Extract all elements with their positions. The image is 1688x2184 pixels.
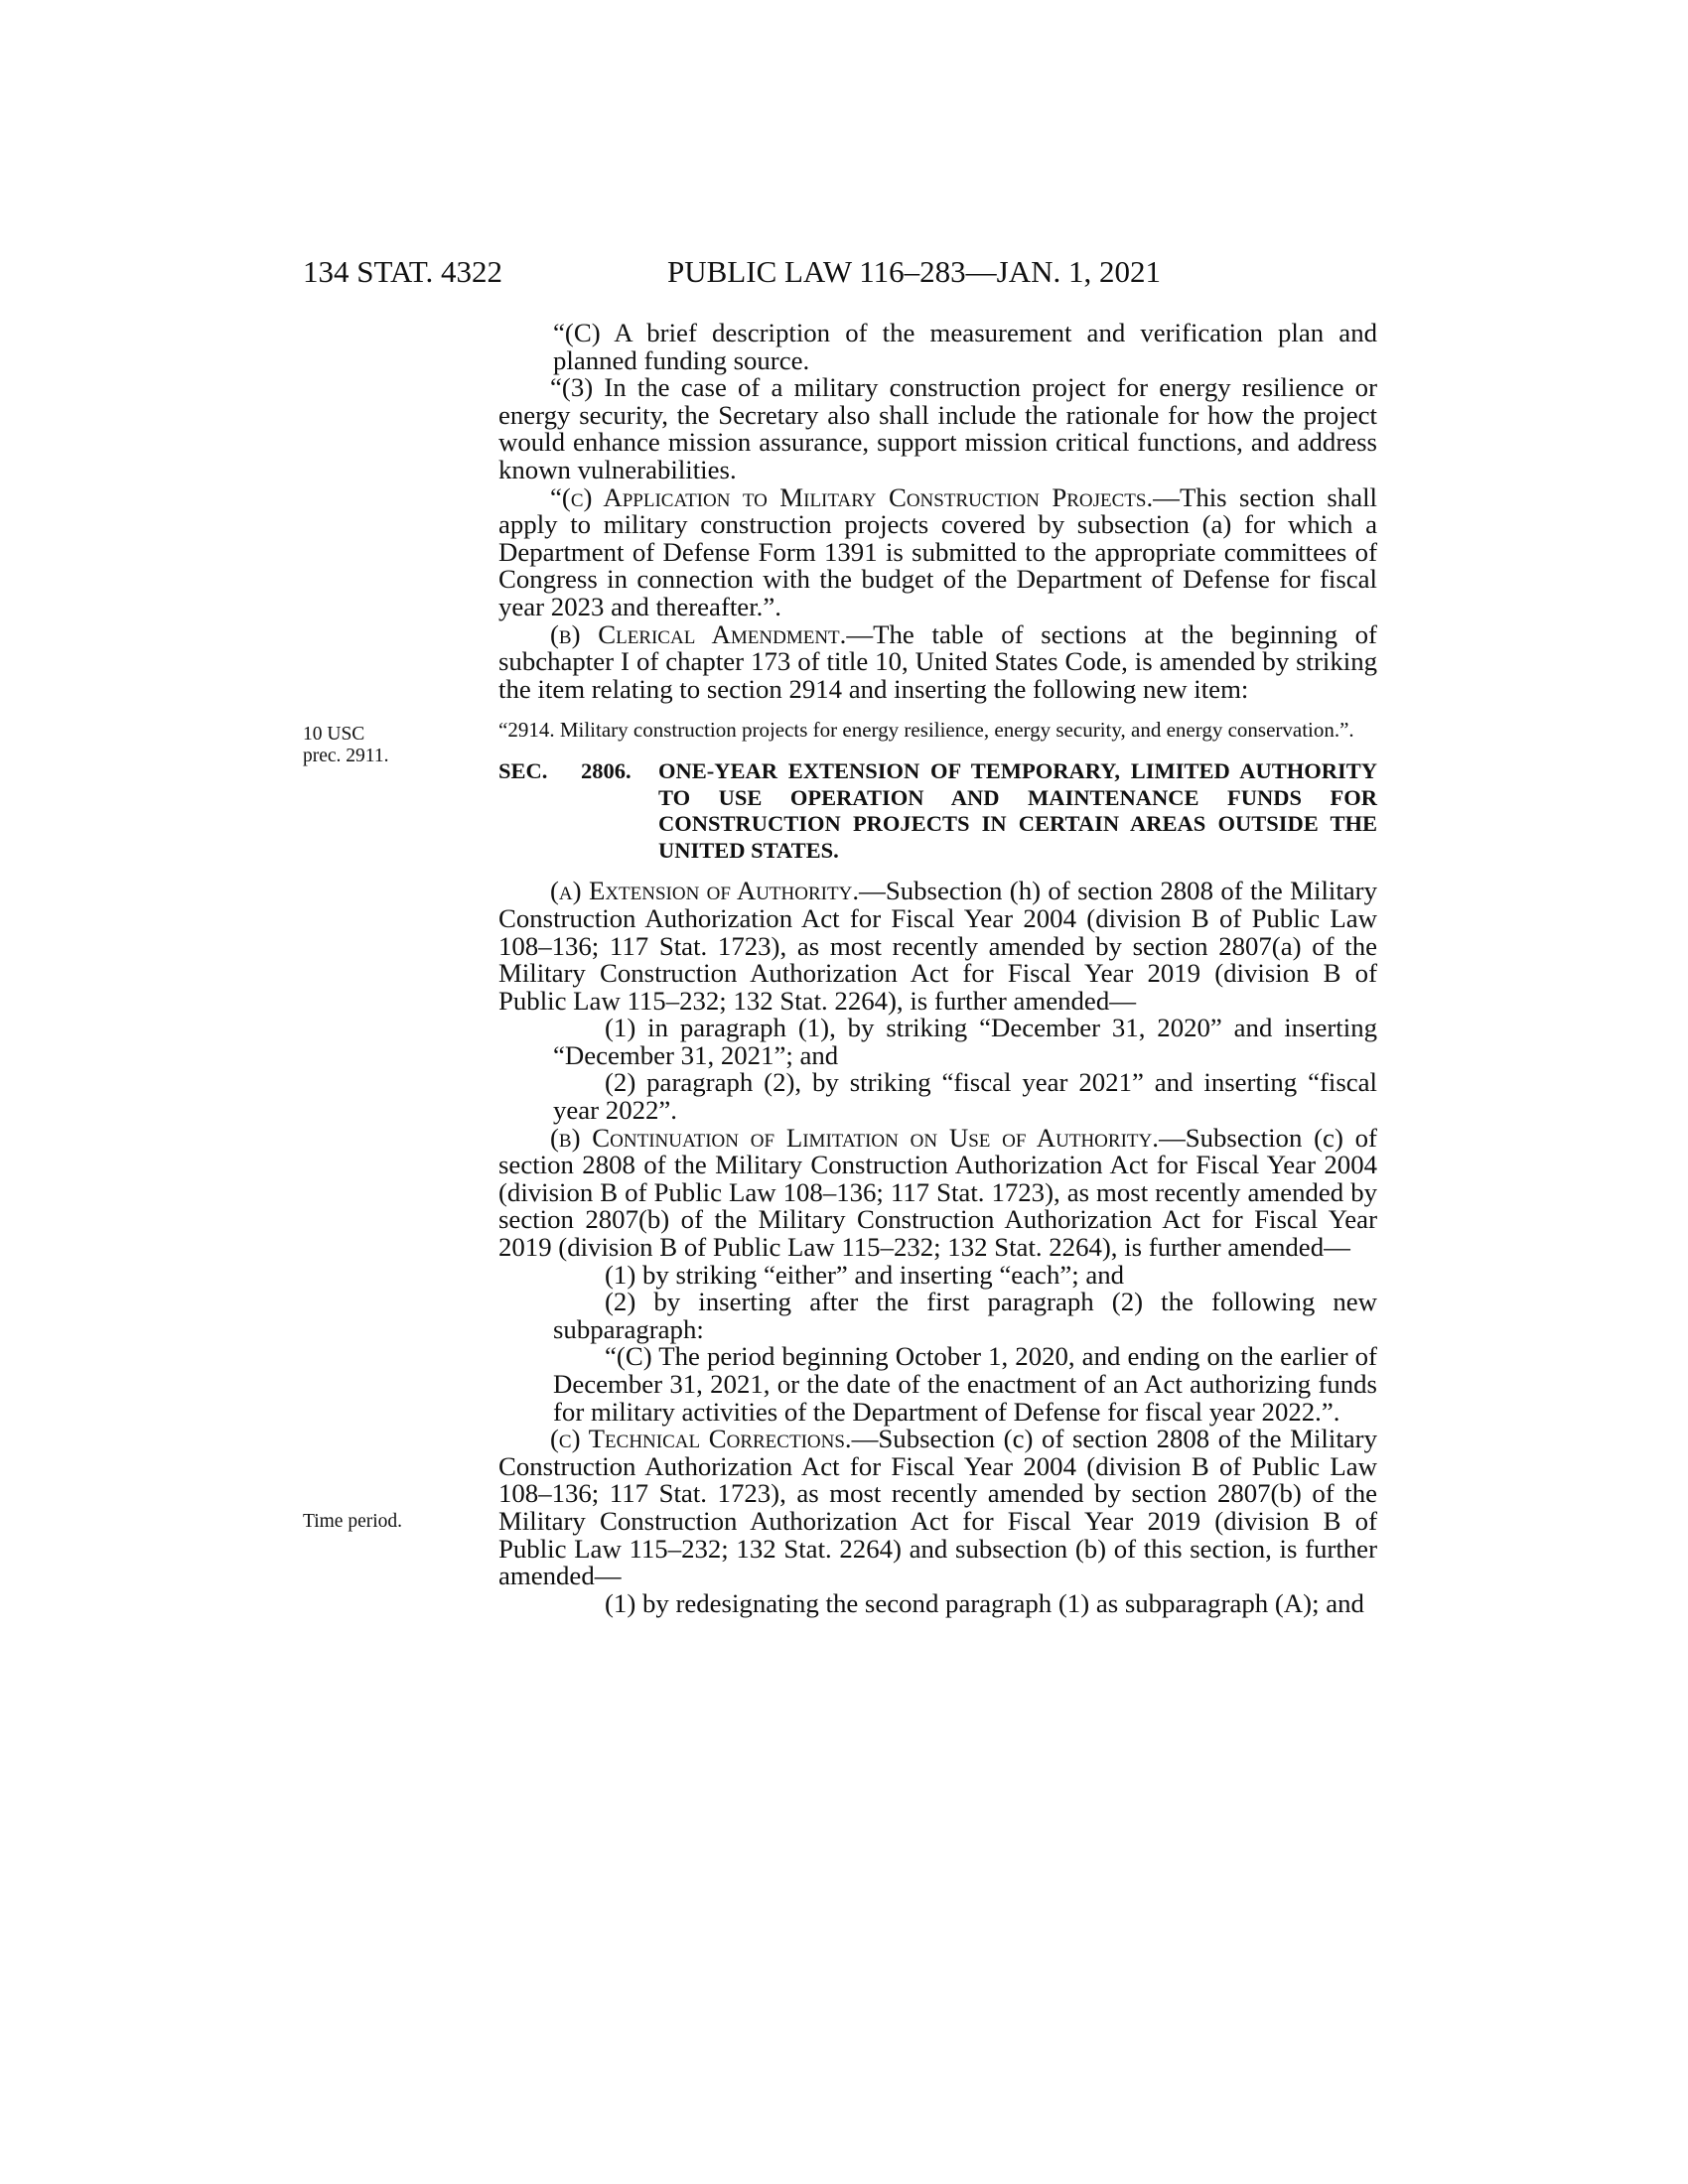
paragraph-text: —This section shall apply to military construction projects covered by subsection (a) for which a Department of Defense Form 1391 is submitted to the appropriate committees of Congress in connection with the budget of the Department of Defense for fiscal year 2023 and thereafter.”. <box>498 481 1377 621</box>
subsection-heading: (c) Technical Corrections. <box>550 1424 852 1454</box>
paragraph-text: —Subsection (c) of section 2808 of the Military Construction Authorization Act for Fiscal Year 2004 (division B of Public Law 108–136; 117 Stat. 1723), as most recently amended by section 2807(b) of the Military Construction Authorization Act for Fiscal Year 2019 (division B of Public Law 115–232; 132 Stat. 2264) and subsection (b) of this section, is further amended— <box>498 1424 1377 1591</box>
paragraph-b2 <box>498 1289 1377 1343</box>
subsection-heading: “(c) Application to Military Construction Projects. <box>550 481 1154 512</box>
subsection-c-technical <box>498 1426 1377 1590</box>
subsection-b-clerical <box>498 618 1377 704</box>
public-law-title: PUBLIC LAW 116–283—JAN. 1, 2021 <box>667 254 1161 289</box>
paragraph-text: “(C) A brief description of the measurement and verification plan and planned funding source. <box>553 318 1377 375</box>
paragraph-text: (2) paragraph (2), by striking “fiscal year 2021” and inserting “fiscal year 2022”. <box>553 1067 1377 1126</box>
paragraph-text: (1) by redesignating the second paragraph (1) as subparagraph (A); and <box>605 1587 1364 1618</box>
margin-note-time-period <box>303 1511 402 1533</box>
paragraph-a1 <box>498 1015 1377 1069</box>
subsection-heading: (b) Clerical Amendment. <box>550 618 847 649</box>
paragraph-text: “(C) The period beginning October 1, 2020, and ending on the earlier of December 31, 2021, or the date of the enactment of an Act authorizing funds for military activities of the Department of Defense for fiscal year 2022.”. <box>553 1341 1377 1427</box>
paragraph-text: “(3) In the case of a military construction project for energy resilience or energy security, the Secretary also shall include the rationale for how the project would enhance mission assurance, support mission critical functions, and address known vulnerabilities. <box>498 372 1377 484</box>
subsection-heading: (a) Extension of Authority. <box>550 876 860 906</box>
paragraph-text: —Subsection (c) of section 2808 of the Military Construction Authorization Act for Fiscal Year 2004 (division B of Public Law 108–136; 117 Stat. 1723), as most recently amended by section 2807(b) of the Military Construction Authorization Act for Fiscal Year 2019 (division B of Public Law 115–232; 132 Stat. 2264), is further amended— <box>498 1122 1377 1263</box>
paragraph-text: —The table of sections at the beginning of subchapter I of chapter 173 of title 10, United States Code, is amended by striking the item relating to section 2914 and inserting the following new item: <box>498 618 1377 704</box>
paragraph-b2-subparagraph-c <box>498 1343 1377 1426</box>
paragraph-text: (2) by inserting after the first paragraph (2) the following new subparagraph: <box>553 1287 1377 1344</box>
section-title: ONE-YEAR EXTENSION OF TEMPORARY, LIMITED AUTHORITY TO USE OPERATION AND MAINTENANCE FUNDS FOR CONSTRUCTION PROJECTS IN CERTAIN AREAS OUTSIDE THE UNITED STATES. <box>658 758 1377 863</box>
paragraph-c-description <box>498 320 1377 374</box>
subsection-c-application <box>498 481 1377 621</box>
paragraph-text: —Subsection (h) of section 2808 of the Military Construction Authorization Act for Fiscal Year 2004 (division B of Public Law 108–136; 117 Stat. 1723), as most recently amended by section 2807(a) of the Military Construction Authorization Act for Fiscal Year 2019 (division B of Public Law 115–232; 132 Stat. 2264), is further amended— <box>498 876 1377 1016</box>
margin-note-usc-line-2: prec. 2911. <box>303 746 389 766</box>
margin-note-usc <box>303 724 388 767</box>
paragraph-text: (1) in paragraph (1), by striking “December 31, 2020” and inserting “December 31, 2021”; and <box>553 1013 1377 1070</box>
paragraph-b1 <box>498 1259 1377 1290</box>
paragraph-a2 <box>498 1069 1377 1124</box>
paragraph-text: (1) by striking “either” and inserting “each”; and <box>605 1259 1125 1290</box>
subsection-a-extension <box>498 878 1377 1015</box>
stat-page-number: 134 STAT. 4322 <box>303 254 503 289</box>
subsection-b-continuation <box>498 1122 1377 1263</box>
margin-note-time-period-text: Time period. <box>303 1511 403 1532</box>
section-heading <box>498 758 1377 864</box>
paragraph-text: “2914. Military construction projects for energy resilience, energy security, and energy conservation.”. <box>498 718 1354 743</box>
margin-note-usc-line-1: 10 USC <box>303 724 365 745</box>
section-number: SEC. 2806. <box>498 758 632 784</box>
paragraph-c1 <box>498 1587 1377 1618</box>
paragraph-3 <box>498 374 1377 483</box>
table-of-sections-item <box>498 719 1377 741</box>
running-head <box>0 252 1688 292</box>
statute-body <box>498 320 1377 1617</box>
subsection-heading: (b) Continuation of Limitation on Use of Authority. <box>550 1122 1159 1153</box>
